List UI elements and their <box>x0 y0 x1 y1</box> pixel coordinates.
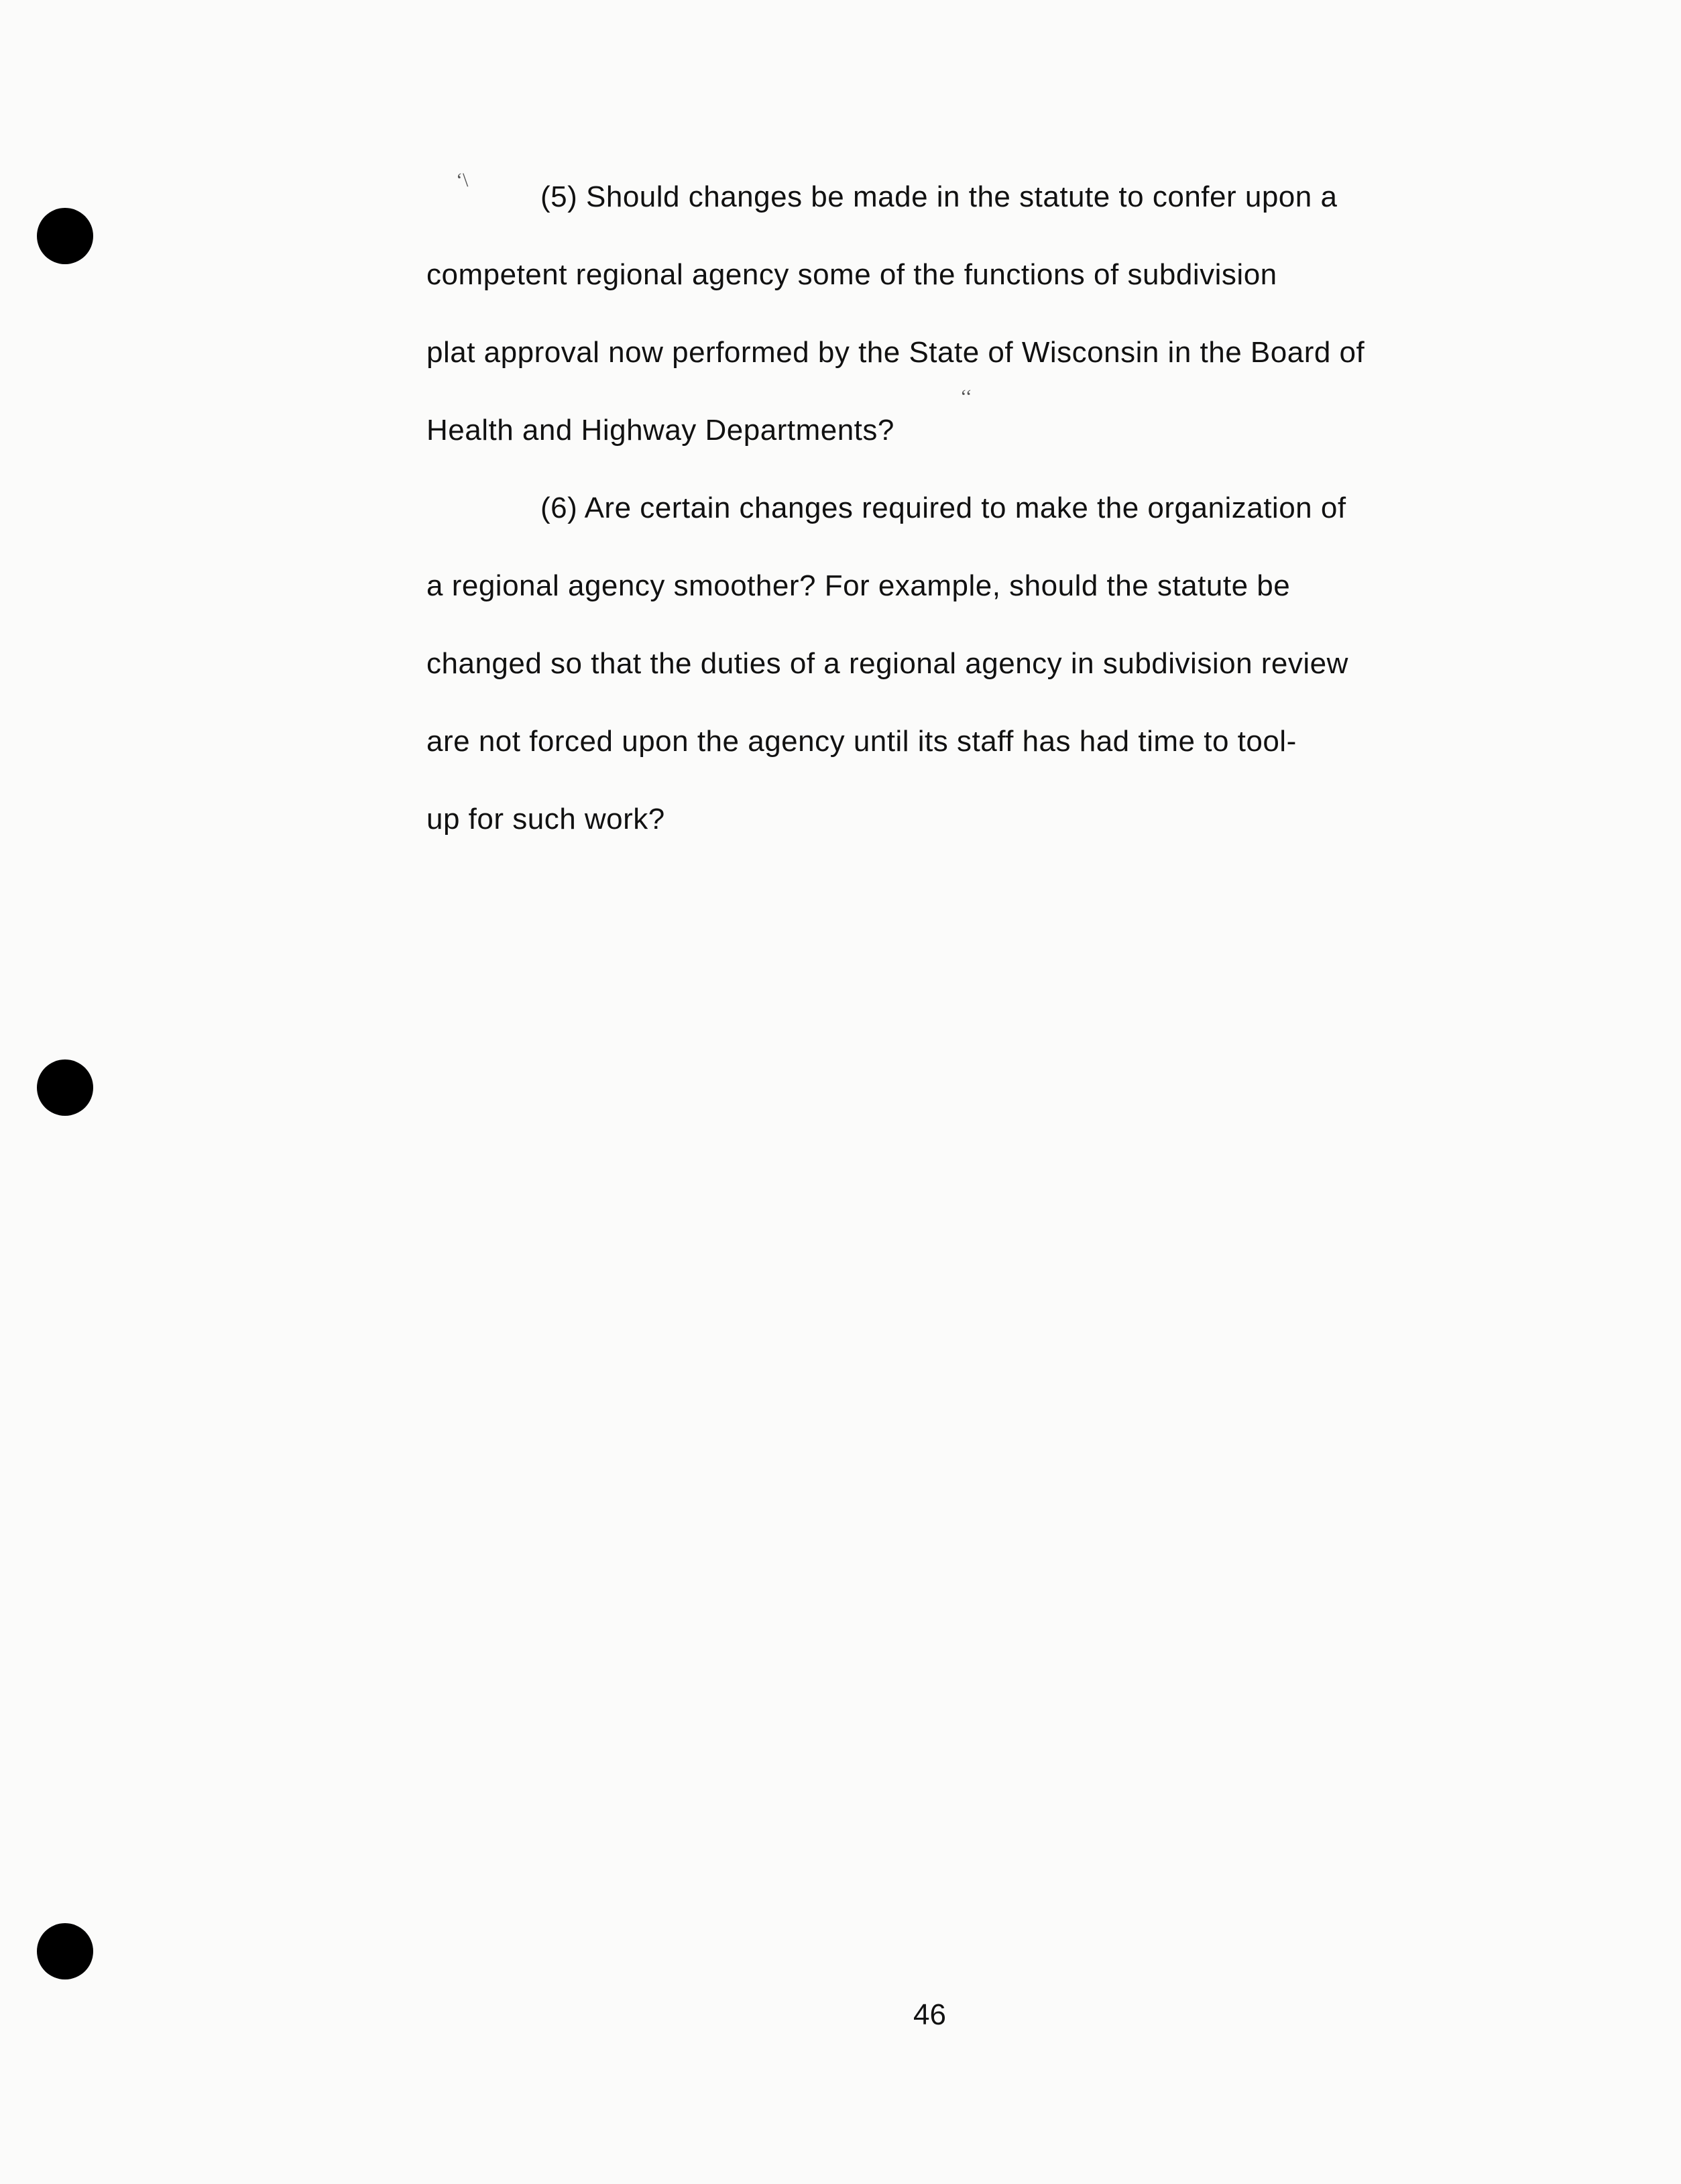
text-line: a regional agency smoother? For example, should the statute be <box>426 569 1291 602</box>
paragraph-5 <box>426 158 1432 469</box>
text-line: changed so that the duties of a regional agency in subdivision review <box>426 647 1348 680</box>
page-number: 46 <box>913 1998 946 2031</box>
text-line: up for such work? <box>426 803 665 836</box>
close-quote-mark: ‘‘ <box>960 386 972 408</box>
document-body <box>426 158 1432 858</box>
punch-hole <box>37 1059 93 1116</box>
punch-hole <box>37 1923 93 1979</box>
text-line: (5) Should changes be made in the statute to confer upon a <box>540 180 1338 213</box>
open-quote-mark: ‘\ <box>456 169 469 191</box>
paragraph-6 <box>426 469 1432 858</box>
text-line: are not forced upon the agency until its staff has had time to tool- <box>426 725 1297 758</box>
text-line: Health and Highway Departments? <box>426 414 894 447</box>
text-line: (6) Are certain changes required to make the organization of <box>540 492 1346 524</box>
text-line: competent regional agency some of the functions of subdivision <box>426 258 1277 291</box>
text-line: plat approval now performed by the State of Wisconsin in the Board of <box>426 336 1365 369</box>
punch-hole <box>37 208 93 264</box>
